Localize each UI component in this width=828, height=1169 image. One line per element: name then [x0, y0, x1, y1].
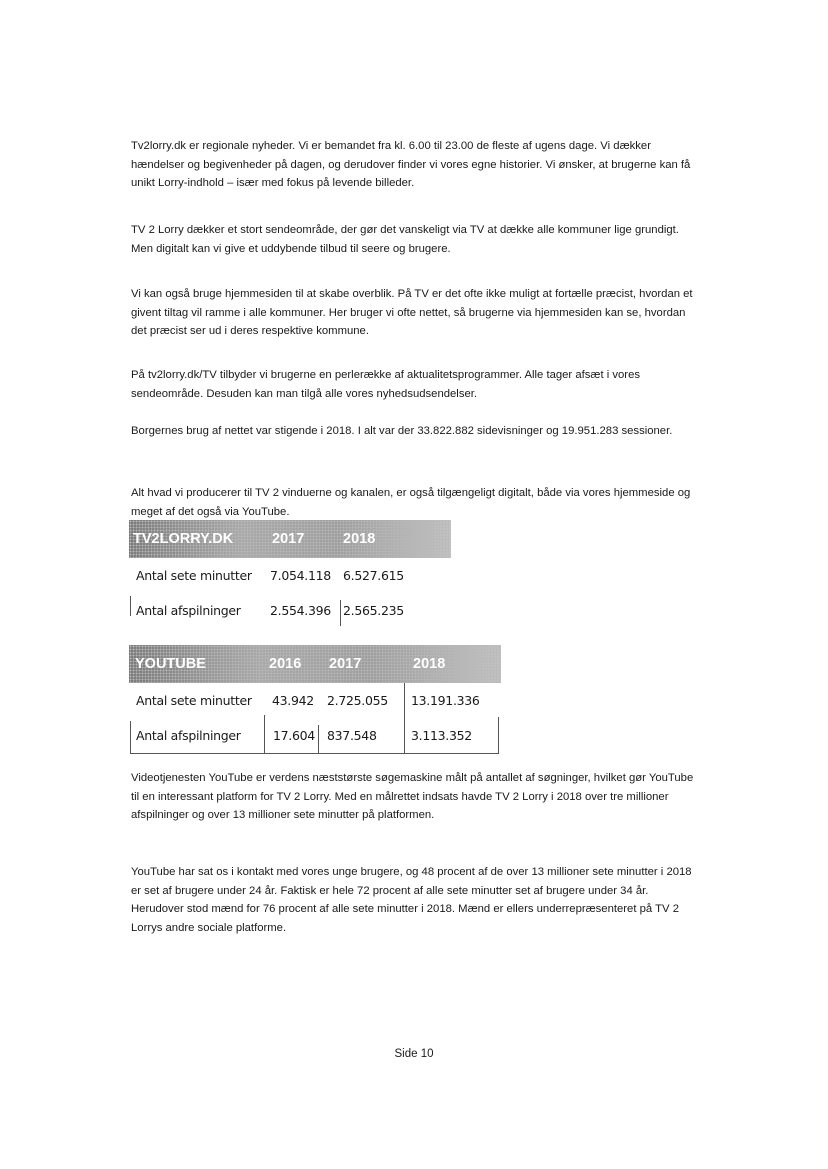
paragraph-coverage: TV 2 Lorry dækker et stort sendeområde, der gør det vanskeligt via TV at dække alle kommuner lige grundigt. Men digitalt kan vi give et uddybende tilbud til seere og brugere.	[131, 224, 679, 255]
table-tv2lorry	[129, 520, 451, 628]
cell-value: 13.191.336	[411, 693, 480, 708]
paragraph-overview: Vi kan også bruge hjemmesiden til at skabe overblik. På TV er det ofte ikke muligt at fortælle præcist, hvordan et givent tiltag vil ramme i alle kommuner. Her bruger vi ofte nettet, så brugerne via hjemmesiden kan se, hvordan det præcist ser ud i deres respektive kommune.	[131, 288, 693, 337]
cell-value: 2.725.055	[327, 693, 388, 708]
row-label: Antal sete minutter	[136, 693, 252, 708]
header-year-2016: 2016	[269, 656, 302, 672]
table-bottom-border	[130, 753, 499, 754]
cell-border	[130, 721, 131, 753]
header-year-2017: 2017	[272, 531, 305, 547]
cell-value: 6.527.615	[343, 568, 404, 583]
cell-value: 2.565.235	[343, 603, 404, 618]
cell-value: 17.604	[273, 728, 315, 743]
header-year-2018: 2018	[413, 656, 446, 672]
paragraph-youtube-demographics: YouTube har sat os i kontakt med vores unge brugere, og 48 procent af de over 13 millioner sete minutter i 2018 er set af brugere under 24 år. Faktisk er hele 72 procent af alle sete minutter set af brugere under 34 år. Herudover stod mænd for 76 procent af alle sete minutter i 2018. Mænd er ellers underrepræsenteret på TV 2 Lorrys andre sociale platforme.	[131, 866, 692, 934]
table-header	[129, 645, 501, 683]
cell-value: 3.113.352	[411, 728, 472, 743]
paragraph-usage: Borgernes brug af nettet var stigende i 2018. I alt var der 33.822.882 sidevisninger og 19.951.283 sessioner.	[131, 425, 673, 437]
row-label: Antal afspilninger	[136, 603, 241, 618]
cell-border	[130, 596, 131, 616]
cell-value: 7.054.118	[270, 568, 331, 583]
cell-border	[264, 715, 265, 753]
paragraph-digital: Alt hvad vi producerer til TV 2 vinduerne og kanalen, er også tilgængeligt digitalt, både via vores hjemmeside og meget af det også via YouTube.	[131, 487, 691, 518]
row-label: Antal sete minutter	[136, 568, 252, 583]
paragraph-youtube-platform: Videotjenesten YouTube er verdens næststørste søgemaskine målt på antallet af søgninger, hvilket gør YouTube til en interessant platform for TV 2 Lorry. Med en målrettet indsats havde TV 2 Lorry i 2018 over tre millioner afspilninger og over 13 millioner sete minutter på platformen.	[131, 772, 694, 821]
row-label: Antal afspilninger	[136, 728, 241, 743]
page-number: Side 10	[394, 1048, 434, 1060]
header-platform: YOUTUBE	[135, 656, 206, 672]
paragraph-tv-programs: På tv2lorry.dk/TV tilbyder vi brugerne en perlerække af aktualitetsprogrammer. Alle tager afsæt i vores sendeområde. Desuden kan man tilgå alle vores nyhedsudsendelser.	[131, 369, 640, 400]
cell-value: 2.554.396	[270, 603, 331, 618]
cell-border	[404, 683, 405, 753]
cell-border	[340, 600, 341, 626]
table-row	[129, 718, 501, 753]
table-header	[129, 520, 451, 558]
table-youtube	[129, 645, 501, 753]
header-year-2017: 2017	[329, 656, 362, 672]
cell-value: 43.942	[272, 693, 314, 708]
header-year-2018: 2018	[343, 531, 376, 547]
table-row	[129, 683, 501, 718]
cell-border	[318, 725, 319, 753]
paragraph-intro: Tv2lorry.dk er regionale nyheder. Vi er bemandet fra kl. 6.00 til 23.00 de fleste af ugens dage. Vi dækker hændelser og begivenheder på dagen, og derudover finder vi vores egne historier. Vi ønsker, at brugerne kan få unikt Lorry-indhold – især med fokus på levende billeder.	[131, 140, 691, 189]
table-row	[129, 593, 451, 628]
cell-value: 837.548	[327, 728, 377, 743]
table-row	[129, 558, 451, 593]
cell-border	[498, 717, 499, 753]
header-site: TV2LORRY.DK	[133, 531, 234, 547]
